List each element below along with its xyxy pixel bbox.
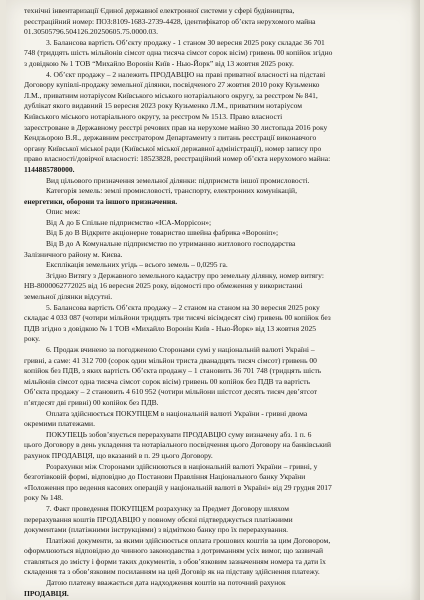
text-line: Кендзьорою В.Я., державним реєстратором Департаменту з питань реєстрації виконавчого (24, 133, 317, 143)
text-line: Експлікація земельних угідь – всього земель – 0,0295 га. (46, 260, 228, 270)
text-line: окремими платежами. (24, 419, 95, 429)
text-line: Залізничного району м. Києва. (24, 249, 123, 259)
text-line: 6. Продаж вчинено за погодженою Сторонами сумі у національній валюті Україні – (46, 345, 315, 354)
text-line: Л.М., приватним нотаріусом Київського міського нотаріального округу, за реєстром № 841, (24, 90, 318, 100)
text-line: «Положення про ведення касових операцій у національній валюті в Україні» від 29 грудня 2017 (24, 482, 332, 492)
text-line: Розрахунки між Сторонами здійснюються в національній валюті України – гривні, у (46, 461, 318, 471)
text-line: оформлюються відповідно до чинного законодавства з дотриманням усіх вимог, що зазвичай (24, 546, 324, 556)
text-line: енергетики, оборони та іншого призначення. (24, 196, 178, 206)
text-line: безготівковій формі, відповідно до Постанови Правління Національного банку України (24, 472, 306, 482)
document-page (6, 0, 420, 600)
text-line: Від А до Б Спільне підприємство «ІСА-Моррісон»; (46, 217, 212, 227)
text-line: технічні інвентаризації Єдиної державної електронної системи у сфері будівництва, (24, 6, 295, 15)
text-line: ставляться до змісту і форми таких документів, з обов’язковим зазначенням номера та дати їх (24, 556, 326, 566)
text-line: 5. Балансова вартість Об’єкта продажу – 2 станом на станом на 30 вересня 2025 року (46, 302, 320, 312)
text-line: цього Договору в день укладення та нотаріального посвідчення цього Договору на банківський (24, 440, 331, 450)
text-line: Від Б до В Відкрите акціонерне товариство швейна фабрика «Вороніп»; (46, 228, 279, 238)
text-line: ПОКУПЕЦЬ зобов’язується перерахувати ПРОДАВЦЮ суму визначену абз. 1 п. 6 (46, 429, 312, 439)
text-line: Договору купівлі-продажу земельної ділянки, посвідченого 27 жовтня 2010 року Кузьменко (24, 80, 320, 90)
text-line: НВ-8000062772025 від 16 вересня 2025 року, відомості про обмеження у використанні (24, 281, 303, 291)
text-line: мільйонів сімсот одна тисяча сімсот сорок вісім) гривень 00 копійок без ПДВ та вартість (24, 376, 311, 386)
text-line: органу Київської міської ради (Київської міської державної адміністрації), номер запису про (24, 143, 322, 153)
text-line: право власності/довірчої власності: 18523828, реєстраційний номер об’єкта нерухомого майна: (24, 154, 331, 164)
text-line: Об’єкта продажу – 2 становить 4 610 952 (чотири мільйони шістсот десять тисяч дев’ятсот (24, 387, 318, 397)
text-line: року. (24, 334, 41, 344)
text-line: Опис меж: (46, 207, 81, 217)
text-line: з довідкою № 1 ТОВ “Михайло Воронін Київ - Нью-Йорк” від 13 жовтня 2025 року. (24, 58, 294, 68)
text-line: гривні, а саме: 41 312 700 (сорок один мільйон триста дванадцять тисяч сімсот) гривень 00 (24, 355, 317, 365)
text-line: земельної ділянки відсутні. (24, 292, 113, 302)
text-line: Платіжні документи, за якими здійснюється оплата грошових коштів за цим Договором, (46, 535, 331, 545)
text-line: копійок без ПДВ, з яких вартість Об’єкта продажу – 1 становить 36 701 748 (тридцять шість (24, 366, 322, 376)
text-line: Оплата здійснюється ПОКУПЦЕМ в національній валюті України - гривні двома (46, 408, 308, 418)
text-line: 3. Балансова вартість Об’єкту продажу - 1 станом 30 вересня 2025 року складає 36 701 (46, 37, 325, 47)
text-line: складення та з обов’язковим посиланням на цей Договір як на підставу здійснення платежу. (24, 567, 320, 577)
text-line: реєстраційний номер: ПОЗ:8109-1683-2739-4428, ідентифікатор об’єкта нерухомого майна (24, 16, 316, 26)
text-line: Вид цільового призначення земельної ділянки: підприємств іншої промисловості. (46, 175, 310, 185)
text-line: рахунок ПРОДАВЦЯ, що вказаний в п. 29 цього Договору. (24, 450, 213, 460)
text-line: Датою платежу вважається дата надходження коштів на поточний рахунок (46, 578, 286, 588)
text-line: року № 148. (24, 493, 64, 503)
text-line: зареєстроване в Державному реєстрі речових прав на нерухоме майно 30 листопада 2016 року (24, 122, 328, 132)
text-line: 1144885780000. (24, 164, 75, 174)
text-line: Категорія земель: землі промисловості, транспорту, електронних комунікацій, (46, 186, 297, 196)
text-line: 01.30505796.504126.20250605.75.0000.03. (24, 27, 158, 37)
text-line: п’ятдесят дві гривні) 00 копійок без ПДВ. (24, 397, 159, 407)
text-line: 4. Об’єкт продажу – 2 належить ПРОДАВЦЮ на праві приватної власності на підставі (46, 69, 326, 79)
text-line: перерахування коштів ПРОДАВЦЮ у повному обсязі підтверджується платіжними (24, 514, 293, 524)
text-line: ПРОДАВЦЯ. (24, 588, 69, 598)
text-line: дублікат якого видавний 15 вересня 2023 року Кузьменко Л.М., приватним нотаріусом (24, 101, 302, 111)
text-line: ПДВ згідно з довідкою № 1 ТОВ «Михайло Воронін Київ - Нью-Йорк» від 13 жовтня 2025 (24, 323, 317, 333)
text-line: 748 (тридцять шість мільйонів сімсот одна тисяча сімсот сорок вісім) гривень 00 копійок згідно (24, 48, 333, 58)
text-line: Київського міського нотаріального округу, за реєстром № 1513. Право власності (24, 111, 283, 121)
text-line: 7. Факт проведення ПОКУПЦЕМ розрахунку за Предмет Договору шляхом (46, 503, 289, 513)
text-line: Згідно Витягу з Державного земельного кадастру про земельну ділянку, номер витягу: (46, 270, 324, 280)
text-line: документами (платіжними інструкціями) з відміткою банку про їх перерахування. (24, 525, 289, 535)
contract-text (6, 0, 420, 599)
text-line: Від В до А Комунальне підприємство по утриманню житлового господарства (46, 239, 296, 249)
text-line: складає 4 033 087 (чотири мільйони тридцять три тисячі вісімдесят сім) гривень 00 копійок без (24, 313, 331, 323)
page-edge-shadow (410, 0, 420, 600)
